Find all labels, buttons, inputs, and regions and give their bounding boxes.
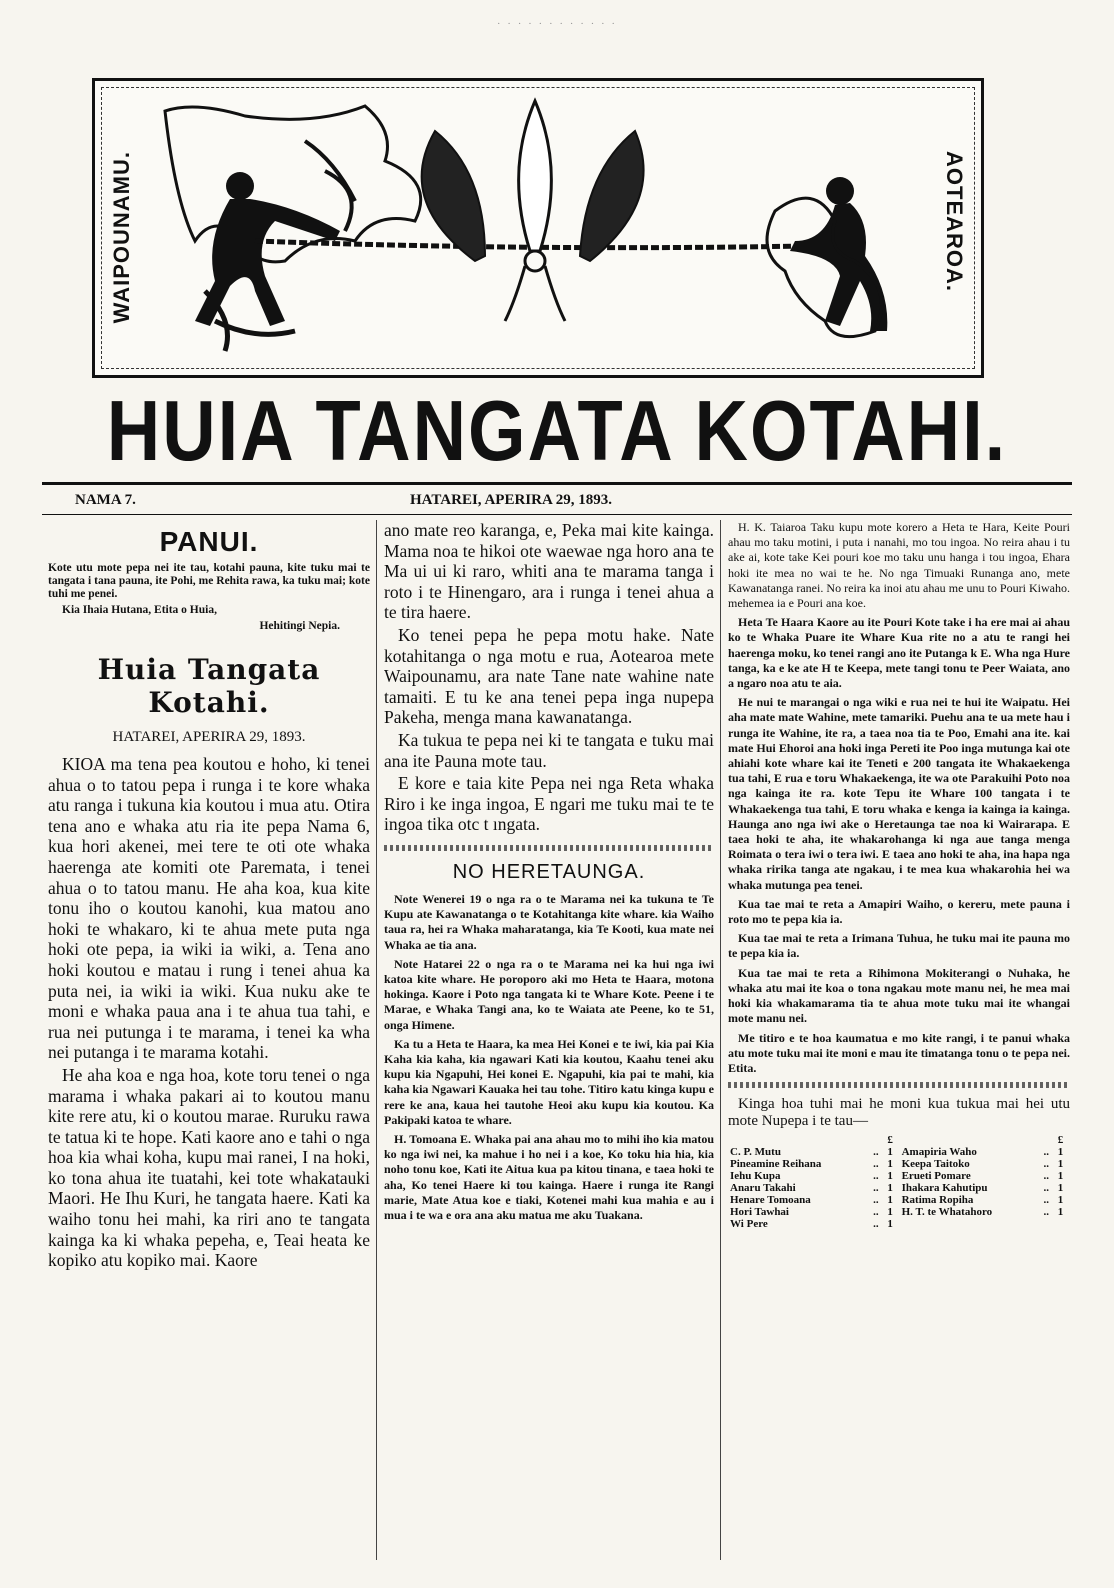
- donor-amount: 1: [887, 1194, 893, 1207]
- feathers-icon: [422, 101, 644, 321]
- table-row: Hori Tawhai .. 1 H. T. te Whatahoro .. 1: [728, 1206, 1070, 1218]
- col3-paragraph-1: H. K. Taiaroa Taku kupu mote korero a Heta te Hara, Keite Pouri ahau mo taku motini, i puta i nanahi, mo tou ingoa. No reira ahau i tu ake ai, kote take Kei pouri koe mo taku unu hanga i tou ingoa, Ehara hoki ite mea no wai te he. No nga Timuaki Runanga ano, mete Kawanatanga ranei. No reira ka inoi atu ahau me unu to Pouri Kiwaho. mehemea ia e Pouri ana koe.: [728, 520, 1070, 611]
- heretaunga-report: [384, 892, 714, 1223]
- donor-amount: 1: [1057, 1194, 1064, 1207]
- table-row: Iehu Kupa .. 1 Erueti Pomare .. 1: [728, 1170, 1070, 1182]
- right-figure-icon: [790, 177, 887, 331]
- col3-paragraph-3: He nui te marangai o nga wiki e rua nei te hui ite Waipatu. Hei aha mate mate Wahine, mete tamariki. Puehu ana te ua mete hau i runga ite Wahine, ite ra, a taea noa tia te Poo, Emahi ana ite. kai mate Hui Ehoroi ana hoki inga Pereti ite Poo inga mutunga kai ote ahiahi kote whare kai ite Teneti e 200 tangata ite Whakaekenga tua tahi, E rua e toru Whakaekenga, ite wa ote Parakuihi Poto noa nga kainga ite ra. kote Tepu ite Whare 100 tangata i te Whakaekenga tua tahi, E toru whaka e kenga ia kainga ia kainga. Haunga ano nga iwi ake o Heretaunga tae noa ki Wairarapa. E taea hoki te aha, ite whakarohanga ki nga aue tanga menga Roimata o tera iwi o tera iwi. E taea ano hoki te aha, ina hapa nga whaka ririka tanga ate ngakau, i te mea kua whakarohia hei wa whaka mutunga pea tenei.: [728, 695, 1070, 892]
- col2-paragraph-3: Ka tukua te pepa nei ki te tangata e tuku mai ana ite Pauna mote tau.: [384, 729, 714, 771]
- faint-header-mark: · · · · · · · · · · · ·: [496, 18, 618, 30]
- donor-amount: 1: [887, 1218, 893, 1231]
- col3-paragraph-6: Kua tae mai te reta a Rihimona Mokiterangi o Nuhaka, he whaka atu mai ite koa o tona ngakau mote manu nei, he mea mai hoki kia whakamarama tia te ahua mote tuku mai ite whangai mote manu nei.: [728, 965, 1070, 1026]
- heretaunga-paragraph-4: H. Tomoana E. Whaka pai ana ahau mo to mihi iho kia matou ko nga iwi nei, ka mahue i ho nei i a koe, Ko toku hia hia, kia noho tonu koe, Kati ite Aitua kua pa kitou tinana, e taea hoki te aha, Ko tenei Haere ki tou kainga. Haere i runga ite Rangi marie, Mate Atua koe e tiaki, Kotenei mahi kua mahia e au i mua i te wa e ora ana aku matua me aku Tuakana.: [384, 1131, 714, 1222]
- title-rule: [42, 482, 1072, 485]
- col2-paragraph-2: Ko tenei pepa he pepa motu hake. Nate kotahitanga o nga motu e rua, Aotearoa mete Waipounamu, ara nate Tane nate wahine nate tamaiti. E tu ke ana tenei pepa inga nupepa Pakeha, menga mana kawanatanga.: [384, 624, 714, 728]
- donor-amount: 1: [887, 1170, 893, 1183]
- panui-signature-2: Hehitingi Nepia.: [259, 620, 340, 632]
- table-row: Pineamine Reihana .. 1 Keepa Taitoko .. 1: [728, 1158, 1070, 1170]
- issue-number: NAMA 7.: [75, 492, 136, 508]
- donor-table: [728, 1134, 1070, 1230]
- column-2-body: [384, 520, 714, 835]
- donor-amount: 1: [1057, 1206, 1064, 1219]
- panui-heading: PANUI.: [159, 526, 259, 557]
- donor-name: Amapiria Waho: [901, 1146, 977, 1159]
- col3-paragraph-2: Heta Te Haara Kaore au ite Pouri Kote take i ha ere mai ai ahau ko te Whaka Puare ite Whare Kua rite no a atu te rangi hei haerenga moku, ko tenei rangi ano ite Putanga k E. Wha nga Hure tanga, ka e ke ate H te Keepa, mete tangi tonu te Peer Waiata, ano a ngaro noa atu te aia.: [728, 615, 1070, 691]
- panui-notice: [48, 562, 370, 633]
- south-island-outline-icon: [165, 106, 421, 262]
- donor-intro: Kinga hoa tuhi mai he moni kua tukua mai hei utu mote Nupepa i te tau—: [728, 1096, 1070, 1130]
- donor-name: Wi Pere: [730, 1218, 768, 1231]
- column-2: [384, 520, 714, 1227]
- donor-name: H. T. te Whatahoro: [901, 1206, 993, 1219]
- table-row: C. P. Mutu .. 1 Amapiria Waho .. 1: [728, 1146, 1070, 1158]
- left-figure-icon: [195, 172, 340, 326]
- masthead-banner: [92, 78, 984, 378]
- donor-name: Iehu Kupa: [730, 1170, 781, 1183]
- donor-name: Ratima Ropiha: [901, 1194, 974, 1207]
- column-3: [728, 520, 1070, 1230]
- column-divider-1: [376, 520, 377, 1560]
- col2-paragraph-4: E kore e taia kite Pepa nei nga Reta whaka Riro i ke inga ingoa, E ngari me tuku mai te te ingoa tika otc t ıngata.: [384, 773, 714, 835]
- donor-name: Pineamine Reihana: [730, 1158, 822, 1171]
- editorial-paragraph-1: KIOA ma tena pea koutou e hoho, ki tenei ahua o to tatou pepa i runga i te kore whaka atu ranga i tukuna kia koutou i mua atu. Otira tena ano e whaka atu ria ite pepa Nama 6, kua hori akenei, mei tere te oti ote whaka haerenga ate komiti ote Paremata, i tenei ahua o to tatou manu. He aha koa, kua kite tonu iho o koutou kanohi, kua matou ano hoki te whakaro, ki te ahua mete puta nga hoki ote pepa, ia wiki ia wiki, a. Tena ano hoki koutou e matau i rung i tenei ahua ka puta nei, ia wiki ia wiki. Kua nuku ake te moni e whaka paua ana i te ahua tua tahi, e rua nei putunga i te marama, i tenei ka wha nei putanga i te marama kotahi.: [48, 754, 370, 1063]
- banner-left-label: WAIPOUNAMU.: [109, 151, 134, 324]
- col3-paragraph-7: Me titiro e te hoa kaumatua e mo kite rangi, i te panui whaka atu mote tuku mai ite moni e mau ite timatanga tonu o te pepa nei. Etita.: [728, 1030, 1070, 1075]
- column-divider-2: [720, 520, 721, 1560]
- donor-amount: 1: [1057, 1182, 1064, 1195]
- table-row: Wi Pere .. 1: [728, 1218, 1070, 1230]
- donor-amount: 1: [887, 1158, 893, 1171]
- table-row: Anaru Takahi .. 1 Ihakara Kahutipu .. 1: [728, 1182, 1070, 1194]
- donor-name: C. P. Mutu: [730, 1146, 781, 1159]
- table-row: Henare Tomoana .. 1 Ratima Ropiha .. 1: [728, 1194, 1070, 1206]
- panui-text: Kote utu mote pepa nei ite tau, kotahi pauna, kite tuku mai te tangata i tana pauna, ite Pohi, me Rehita rawa, ka tuku mai; kote tuhi me penei.: [48, 562, 370, 600]
- donor-amount: 1: [887, 1182, 893, 1195]
- panui-signature-1: Kia Ihaia Hutana, Etita o Huia,: [62, 604, 217, 616]
- donor-amount: 1: [887, 1206, 893, 1219]
- donor-name: Henare Tomoana: [730, 1194, 811, 1207]
- donor-name: Keepa Taitoko: [901, 1158, 970, 1171]
- tug-of-war-illustration: [135, 91, 935, 366]
- col3-paragraph-4: Kua tae mai te reta a Amapiri Waiho, o kereru, mete pauna i roto mo te pepa kia ia.: [728, 896, 1070, 927]
- section-divider: [384, 845, 714, 851]
- issue-rule: [42, 514, 1072, 515]
- paper-name-heading: Huia Tangata Kotahi.: [97, 653, 321, 719]
- issue-date: HATAREI, APERIRA 29, 1893.: [410, 492, 612, 508]
- col3-paragraph-5: Kua tae mai te reta a Irimana Tuhua, he tuku mai ite pauna mo te pepa kia ia.: [728, 931, 1070, 961]
- heretaunga-paragraph-3: Ka tu a Heta te Haara, ka mea Hei Konei e te iwi, kia pai Kia Kaha kia kaha, kia ngawari Kati kia koutou, Kaahu tenei aku kupu kia Ngapuhi, Hei konei E. Ngapuhi, kia pai te mahi, kia kaha kia Ngawari Kauaka hei tau tohe. Titiro katu kinga kupu e rere ke ana, kaua hei tautohe Heoi aku kupu kia koutou. Ka Pakipaki katoa te whare.: [384, 1036, 714, 1127]
- donor-amount: 1: [1057, 1158, 1064, 1171]
- paper-title: HUIA TANGATA KOTAHI.: [106, 382, 1008, 479]
- heretaunga-paragraph-2: Note Hatarei 22 o nga ra o te Marama nei ka hui nga iwi katoa kite whare. He poroporo aki mo Heta te Haara, motona hokinga. Kaore i Poto nga tangata ki te Whare Kote. Peene i te Marae, e Whaka Tangi ana, ko te Waiata ate Peene, ko te 51, onga Himene.: [384, 956, 714, 1032]
- column-1: [48, 520, 370, 1273]
- donor-header-row: [728, 1134, 1070, 1146]
- currency-left: £: [887, 1134, 893, 1147]
- donor-amount: 1: [1057, 1170, 1064, 1183]
- heretaunga-paragraph-1: Note Wenerei 19 o nga ra o te Marama nei ka tukuna te Te Kupu ate Kawanatanga o te Kotahitanga kite whare. kia Waiho taua ra, hei ra Whaka maharatanga, kia Te Kooti, kua mate nei Whaka ae tia ana.: [384, 891, 714, 952]
- col2-paragraph-1: ano mate reo karanga, e, Peka mai kite kainga. Mama noa te hikoi ote waewae nga horo ana te Ma ui ui ki raro, whiti ana te marama tanga i roto i te Hinengaro, ara i runga i tenei ahua a te tira haere.: [384, 520, 714, 623]
- editorial-paragraph-2: He aha koa e nga hoa, kote toru tenei o nga marama i whaka pakari ai to koutou manu kite rere atu, ki o koutou marae. Ruruku rawa te tatua ki te hope. Kati kaore ano e tahi o nga hoa kia whai koha, kupu mai ranei, I na hoki, ko tona ahua ite tuatahi, kei tote whakatauki Maori. He Ihu Kuri, he tangata haere. Kati ka waiho tonu hei mahi, ka riri ano te tangata kainga ka ki whaka pepeha, e, Teai heata ke kopiko atu kopiko mai. Kaore: [48, 1064, 370, 1271]
- heretaunga-heading: NO HERETAUNGA.: [452, 860, 646, 883]
- donor-amount: 1: [887, 1146, 893, 1159]
- north-island-outline-icon: [767, 198, 882, 336]
- editorial-body: [48, 754, 370, 1271]
- donor-divider: [728, 1082, 1070, 1088]
- banner-right-label: AOTEAROA.: [942, 151, 967, 292]
- editorial-dateline: HATAREI, APERIRA 29, 1893.: [112, 729, 306, 745]
- donor-name: Ihakara Kahutipu: [901, 1182, 988, 1195]
- donor-amount: 1: [1057, 1146, 1064, 1159]
- donor-name: Hori Tawhai: [730, 1206, 789, 1219]
- column-3-body: [728, 520, 1070, 1076]
- currency-right: £: [1057, 1134, 1064, 1147]
- donor-name: Erueti Pomare: [901, 1170, 971, 1183]
- donor-name: Anaru Takahi: [730, 1182, 796, 1195]
